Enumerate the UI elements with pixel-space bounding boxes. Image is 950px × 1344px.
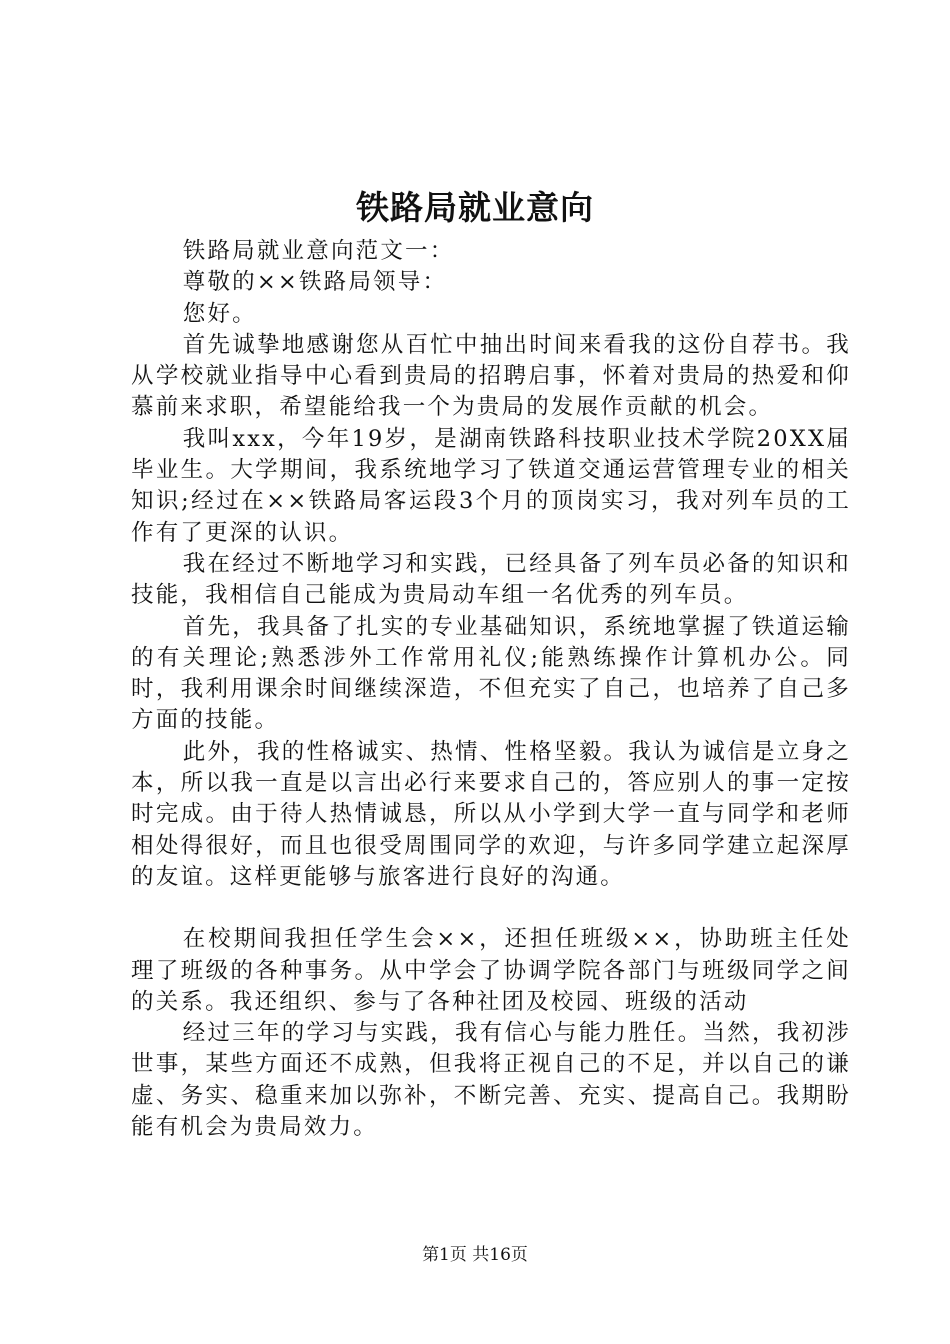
document-title: 铁路局就业意向 [356,188,594,227]
paragraph-intro: 首先诚挚地感谢您从百忙中抽出时间来看我的这份自荐书。我从学校就业指导中心看到贵局的招聘启事，怀着对贵局的热爱和仰慕前来求职，希望能给我一个为贵局的发展作贡献的机会。 [131,331,851,421]
salutation-recipient: 尊敬的××铁路局领导： [182,269,448,296]
salutation-heading: 铁路局就业意向范文一： [182,238,455,264]
paragraph-personality: 此外，我的性格诚实、热情、性格坚毅。我认为诚信是立身之本，所以我一直是以言出必行来要求自己的，答应别人的事一定按时完成。由于待人热情诚恳，所以从小学到大学一直与同学和老师相处得很好，而且也很受周围同学的欢迎，与许多同学建立起深厚的友谊。这样更能够与旅客进行良好的沟通。 [131,738,851,890]
paragraph-self-introduction: 我叫xxx，今年19岁，是湖南铁路科技职业技术学院20XX届毕业生。大学期间，我系统地学习了铁道交通运营管理专业的相关知识;经过在××铁路局客运段3个月的顶岗实习，我对列车员的工作有了更深的认识。 [131,425,851,546]
paragraph-campus-experience: 在校期间我担任学生会××，还担任班级××，协助班主任处理了班级的各种事务。从中学会了协调学院各部门与班级同学之间的关系。我还组织、参与了各种社团及校园、班级的活动 [131,926,851,1015]
page-footer: 第1页 共16页 [422,1245,528,1265]
document-body [131,236,851,1143]
greeting: 您好。 [182,300,257,327]
paragraph-professional-knowledge: 首先，我具备了扎实的专业基础知识，系统地掌握了铁道运输的有关理论;熟悉涉外工作常用礼仪;能熟练操作计算机办公。同时，我利用课余时间继续深造，不但充实了自己，也培养了自己多方面的技能。 [131,613,851,734]
paragraph-conclusion: 经过三年的学习与实践，我有信心与能力胜任。当然，我初涉世事，某些方面还不成熟，但我将正视自己的不足，并以自己的谦虚、务实、稳重来加以弥补，不断完善、充实、提高自己。我期盼能有机会为贵局效力。 [131,1020,851,1141]
paragraph-skills-summary: 我在经过不断地学习和实践，已经具备了列车员必备的知识和技能，我相信自己能成为贵局动车组一名优秀的列车员。 [131,550,851,609]
